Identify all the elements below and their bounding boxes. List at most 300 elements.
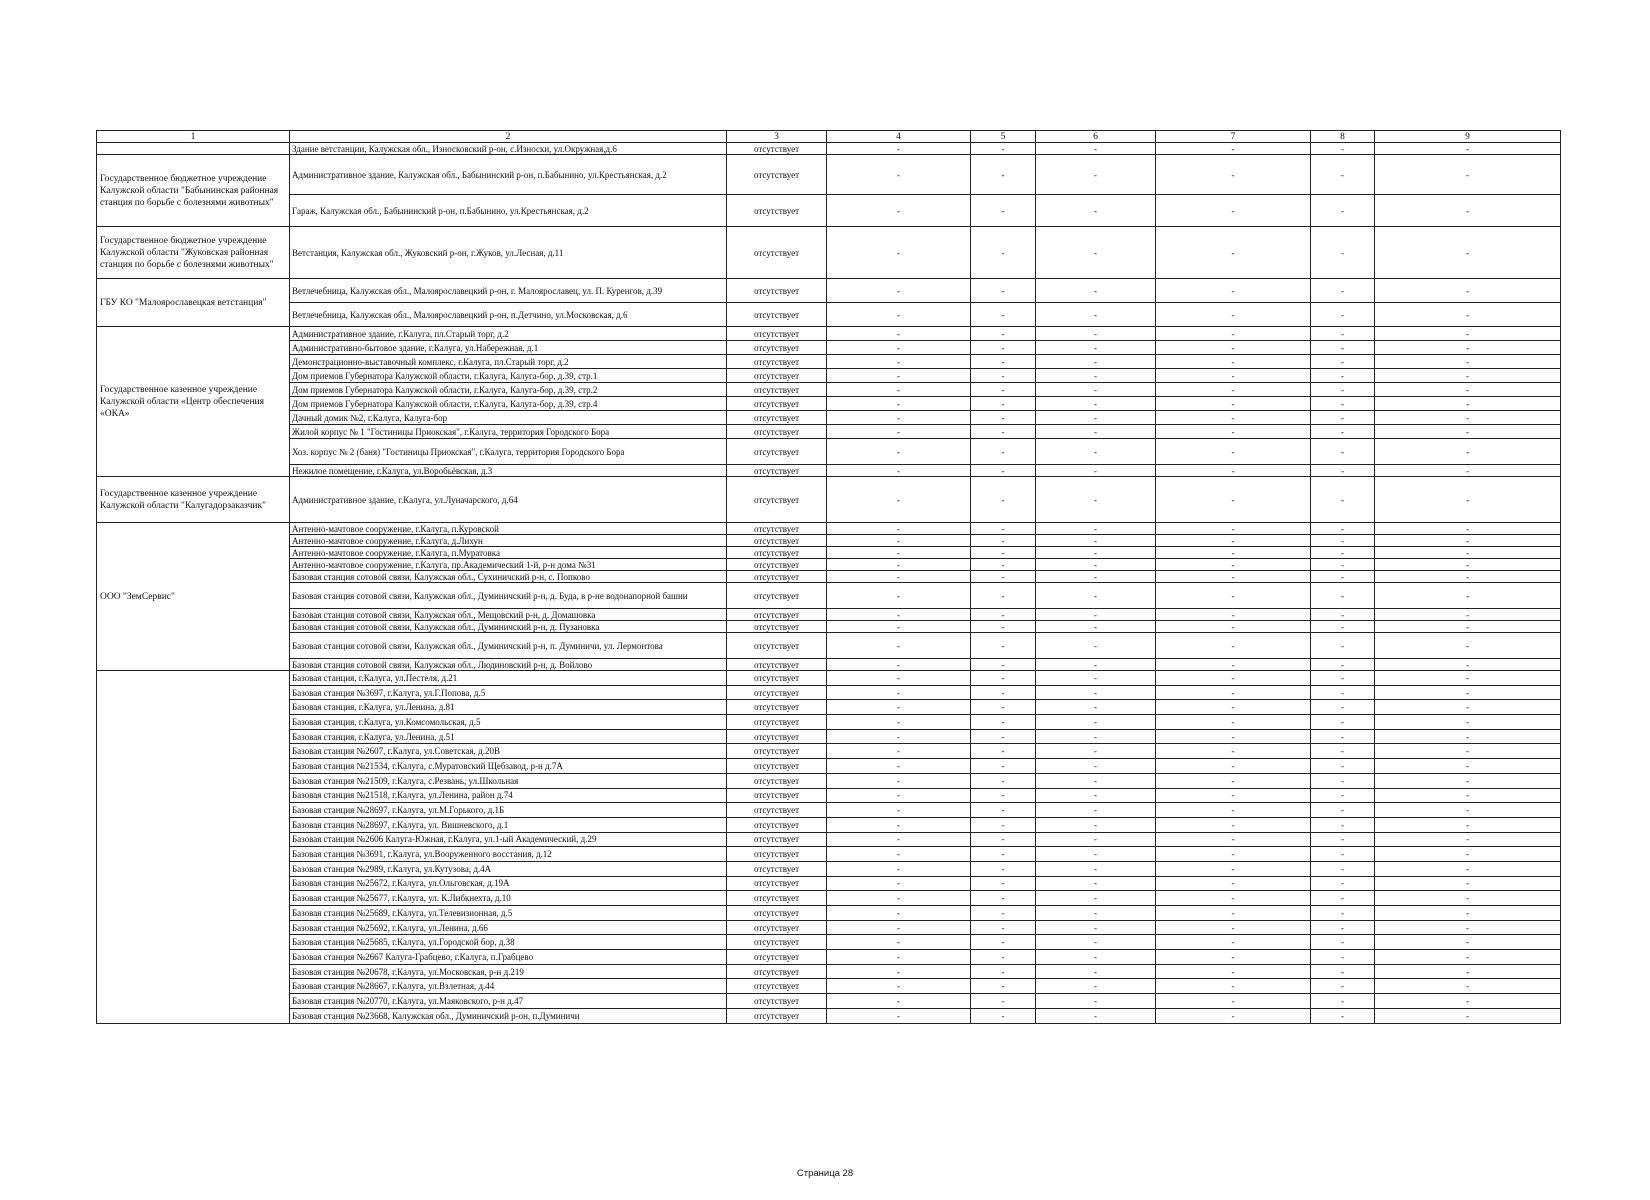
table-row xyxy=(97,559,1561,571)
object-cell: Антенно-мачтовое сооружение, г.Калуга, пр.Академический 1-й, р-н дома №31 xyxy=(290,559,727,571)
status-cell: отсутствует xyxy=(727,876,827,891)
table-row xyxy=(97,195,1561,227)
empty-value-cell: - xyxy=(1375,729,1561,744)
empty-value-cell: - xyxy=(1375,659,1561,671)
status-cell: отсутствует xyxy=(727,227,827,279)
status-cell: отсутствует xyxy=(727,425,827,439)
empty-value-cell: - xyxy=(1375,979,1561,994)
object-cell: Базовая станция №21518, г.Калуга, ул.Ленина, район д.74 xyxy=(290,788,727,803)
empty-value-cell: - xyxy=(1156,817,1311,832)
table-row xyxy=(97,817,1561,832)
empty-value-cell: - xyxy=(1156,671,1311,686)
empty-value-cell: - xyxy=(1156,439,1311,465)
empty-value-cell: - xyxy=(1311,279,1375,303)
object-cell: Антенно-мачтовое сооружение, г.Калуга, д.Лихун xyxy=(290,535,727,547)
empty-value-cell: - xyxy=(1156,920,1311,935)
empty-value-cell: - xyxy=(1036,861,1156,876)
empty-value-cell: - xyxy=(1375,715,1561,730)
table-row xyxy=(97,659,1561,671)
empty-value-cell: - xyxy=(1156,964,1311,979)
status-cell: отсутствует xyxy=(727,621,827,633)
table-row xyxy=(97,425,1561,439)
empty-value-cell: - xyxy=(1375,535,1561,547)
column-header: 4 xyxy=(827,131,971,143)
empty-value-cell: - xyxy=(1311,609,1375,621)
empty-value-cell: - xyxy=(1311,906,1375,921)
status-cell: отсутствует xyxy=(727,773,827,788)
empty-value-cell: - xyxy=(1156,411,1311,425)
empty-value-cell: - xyxy=(827,621,971,633)
empty-value-cell: - xyxy=(1156,609,1311,621)
column-number-row xyxy=(97,131,1561,143)
empty-value-cell: - xyxy=(1311,876,1375,891)
empty-value-cell: - xyxy=(1156,465,1311,477)
empty-value-cell: - xyxy=(1036,195,1156,227)
empty-value-cell: - xyxy=(1156,341,1311,355)
empty-value-cell: - xyxy=(1311,227,1375,279)
status-cell: отсутствует xyxy=(727,583,827,609)
status-cell: отсутствует xyxy=(727,906,827,921)
empty-value-cell: - xyxy=(1036,1008,1156,1023)
empty-value-cell: - xyxy=(1311,744,1375,759)
empty-value-cell: - xyxy=(827,227,971,279)
table-row xyxy=(97,935,1561,950)
empty-value-cell: - xyxy=(1311,659,1375,671)
empty-value-cell: - xyxy=(971,920,1036,935)
empty-value-cell: - xyxy=(827,920,971,935)
empty-value-cell: - xyxy=(1036,659,1156,671)
object-cell: Базовая станция сотовой связи, Калужская обл., Людиновский р-н, д. Войлово xyxy=(290,659,727,671)
object-cell: Базовая станция №28697, г.Калуга, ул. Вишневского, д.1 xyxy=(290,817,727,832)
empty-value-cell: - xyxy=(1375,788,1561,803)
table-row xyxy=(97,861,1561,876)
empty-value-cell: - xyxy=(827,397,971,411)
empty-value-cell: - xyxy=(1375,425,1561,439)
table-row xyxy=(97,397,1561,411)
empty-value-cell: - xyxy=(971,155,1036,195)
empty-value-cell: - xyxy=(971,411,1036,425)
table-row xyxy=(97,759,1561,774)
empty-value-cell: - xyxy=(827,832,971,847)
status-cell: отсутствует xyxy=(727,609,827,621)
empty-value-cell: - xyxy=(971,1008,1036,1023)
empty-value-cell: - xyxy=(827,876,971,891)
empty-value-cell: - xyxy=(1311,920,1375,935)
status-cell: отсутствует xyxy=(727,155,827,195)
empty-value-cell: - xyxy=(1156,759,1311,774)
status-cell: отсутствует xyxy=(727,861,827,876)
empty-value-cell: - xyxy=(1036,935,1156,950)
empty-value-cell: - xyxy=(1311,759,1375,774)
object-cell: Ветлечебница, Калужская обл., Малоярославецкий р-он, п.Детчино, ул.Московская, д.6 xyxy=(290,303,727,327)
organization-cell: Государственное бюджетное учреждение Калужской области "Бабынинская районная станция по борьбе с болезнями животных" xyxy=(97,155,290,227)
object-cell: Базовая станция, г.Калуга, ул.Пестеля, д.21 xyxy=(290,671,727,686)
empty-value-cell: - xyxy=(1036,227,1156,279)
status-cell: отсутствует xyxy=(727,303,827,327)
empty-value-cell: - xyxy=(1311,817,1375,832)
column-header: 5 xyxy=(971,131,1036,143)
object-cell: Базовая станция №2606 Калуга-Южная, г.Калуга, ул.1-ый Академический, д.29 xyxy=(290,832,727,847)
status-cell: отсутствует xyxy=(727,279,827,303)
object-cell: Базовая станция сотовой связи, Калужская обл., Думиничский р-н, п. Думиничи, ул. Лермонтова xyxy=(290,633,727,659)
empty-value-cell: - xyxy=(1311,700,1375,715)
empty-value-cell: - xyxy=(1156,523,1311,535)
empty-value-cell: - xyxy=(971,477,1036,523)
empty-value-cell: - xyxy=(827,425,971,439)
empty-value-cell: - xyxy=(1036,832,1156,847)
status-cell: отсутствует xyxy=(727,729,827,744)
empty-value-cell: - xyxy=(827,355,971,369)
empty-value-cell: - xyxy=(1375,477,1561,523)
organization-cell: ГБУ КО "Малоярославецкая ветстанция" xyxy=(97,279,290,327)
empty-value-cell: - xyxy=(1311,950,1375,965)
empty-value-cell: - xyxy=(1311,773,1375,788)
empty-value-cell: - xyxy=(1156,477,1311,523)
empty-value-cell: - xyxy=(1311,523,1375,535)
object-cell: Дачный домик №2, г.Калуга, Калуга-бор xyxy=(290,411,727,425)
empty-value-cell: - xyxy=(1375,369,1561,383)
empty-value-cell: - xyxy=(827,155,971,195)
registry-table-body xyxy=(97,131,1561,1024)
object-cell: Базовая станция №2607, г.Калуга, ул.Советская, д.20В xyxy=(290,744,727,759)
status-cell: отсутствует xyxy=(727,744,827,759)
empty-value-cell: - xyxy=(1375,227,1561,279)
object-cell: Базовая станция №28697, г.Калуга, ул.М.Горького, д.1Б xyxy=(290,803,727,818)
empty-value-cell: - xyxy=(827,950,971,965)
empty-value-cell: - xyxy=(1375,861,1561,876)
table-row xyxy=(97,327,1561,341)
empty-value-cell: - xyxy=(827,715,971,730)
status-cell: отсутствует xyxy=(727,994,827,1009)
status-cell: отсутствует xyxy=(727,700,827,715)
empty-value-cell: - xyxy=(971,715,1036,730)
status-cell: отсутствует xyxy=(727,891,827,906)
empty-value-cell: - xyxy=(1036,876,1156,891)
table-row xyxy=(97,341,1561,355)
table-row xyxy=(97,700,1561,715)
empty-value-cell: - xyxy=(1156,773,1311,788)
status-cell: отсутствует xyxy=(727,143,827,155)
empty-value-cell: - xyxy=(1036,744,1156,759)
table-row xyxy=(97,729,1561,744)
empty-value-cell: - xyxy=(1036,369,1156,383)
empty-value-cell: - xyxy=(827,369,971,383)
object-cell: Базовая станция №20770, г.Калуга, ул.Маяковского, р-н д.47 xyxy=(290,994,727,1009)
empty-value-cell: - xyxy=(1156,621,1311,633)
empty-value-cell: - xyxy=(1375,1008,1561,1023)
empty-value-cell: - xyxy=(1375,559,1561,571)
object-cell: Базовая станция №25677, г.Калуга, ул. К.Либкнехта, д.10 xyxy=(290,891,727,906)
table-row xyxy=(97,633,1561,659)
column-header: 8 xyxy=(1311,131,1375,143)
status-cell: отсутствует xyxy=(727,547,827,559)
empty-value-cell: - xyxy=(1311,143,1375,155)
table-row xyxy=(97,369,1561,383)
empty-value-cell: - xyxy=(827,817,971,832)
status-cell: отсутствует xyxy=(727,1008,827,1023)
table-row xyxy=(97,571,1561,583)
empty-value-cell: - xyxy=(827,861,971,876)
empty-value-cell: - xyxy=(827,906,971,921)
object-cell: Базовая станция №20678, г.Калуга, ул.Московская, р-н д.219 xyxy=(290,964,727,979)
empty-value-cell: - xyxy=(1311,547,1375,559)
empty-value-cell: - xyxy=(1156,715,1311,730)
empty-value-cell: - xyxy=(971,397,1036,411)
status-cell: отсутствует xyxy=(727,847,827,862)
empty-value-cell: - xyxy=(1036,964,1156,979)
organization-cell: ООО "ЗемСервис" xyxy=(97,523,290,671)
empty-value-cell: - xyxy=(827,411,971,425)
table-row xyxy=(97,847,1561,862)
empty-value-cell: - xyxy=(1036,671,1156,686)
empty-value-cell: - xyxy=(1036,355,1156,369)
empty-value-cell: - xyxy=(971,994,1036,1009)
table-row xyxy=(97,155,1561,195)
empty-value-cell: - xyxy=(971,700,1036,715)
empty-value-cell: - xyxy=(1036,571,1156,583)
empty-value-cell: - xyxy=(1156,979,1311,994)
empty-value-cell: - xyxy=(1156,303,1311,327)
empty-value-cell: - xyxy=(1375,876,1561,891)
table-row xyxy=(97,876,1561,891)
column-header: 9 xyxy=(1375,131,1561,143)
table-row xyxy=(97,1008,1561,1023)
object-cell: Здание ветстанции, Калужская обл., Износковский р-он, с.Износки, ул.Окружная,д.6 xyxy=(290,143,727,155)
empty-value-cell: - xyxy=(1311,994,1375,1009)
empty-value-cell: - xyxy=(1311,832,1375,847)
empty-value-cell: - xyxy=(1156,861,1311,876)
empty-value-cell: - xyxy=(827,891,971,906)
status-cell: отсутствует xyxy=(727,355,827,369)
empty-value-cell: - xyxy=(827,303,971,327)
empty-value-cell: - xyxy=(1375,383,1561,397)
object-cell: Нежилое помещение, г.Калуга, ул.Воробьёвская, д.3 xyxy=(290,465,727,477)
status-cell: отсутствует xyxy=(727,477,827,523)
empty-value-cell: - xyxy=(1311,411,1375,425)
table-row xyxy=(97,583,1561,609)
empty-value-cell: - xyxy=(1311,979,1375,994)
empty-value-cell: - xyxy=(827,744,971,759)
empty-value-cell: - xyxy=(971,633,1036,659)
empty-value-cell: - xyxy=(971,950,1036,965)
empty-value-cell: - xyxy=(827,195,971,227)
empty-value-cell: - xyxy=(1156,547,1311,559)
empty-value-cell: - xyxy=(827,788,971,803)
table-row xyxy=(97,439,1561,465)
empty-value-cell: - xyxy=(827,759,971,774)
empty-value-cell: - xyxy=(1156,847,1311,862)
empty-value-cell: - xyxy=(1311,571,1375,583)
table-row xyxy=(97,547,1561,559)
empty-value-cell: - xyxy=(971,195,1036,227)
status-cell: отсутствует xyxy=(727,685,827,700)
status-cell: отсутствует xyxy=(727,411,827,425)
empty-value-cell: - xyxy=(1036,633,1156,659)
empty-value-cell: - xyxy=(1036,759,1156,774)
empty-value-cell: - xyxy=(1156,355,1311,369)
empty-value-cell: - xyxy=(1156,832,1311,847)
empty-value-cell: - xyxy=(827,559,971,571)
table-row xyxy=(97,950,1561,965)
table-row xyxy=(97,979,1561,994)
status-cell: отсутствует xyxy=(727,341,827,355)
empty-value-cell: - xyxy=(827,465,971,477)
empty-value-cell: - xyxy=(971,327,1036,341)
empty-value-cell: - xyxy=(971,876,1036,891)
empty-value-cell: - xyxy=(1156,279,1311,303)
empty-value-cell: - xyxy=(971,744,1036,759)
object-cell: Базовая станция сотовой связи, Калужская обл., Думиничский р-н, д. Пузановка xyxy=(290,621,727,633)
table-row xyxy=(97,477,1561,523)
empty-value-cell: - xyxy=(971,847,1036,862)
column-header: 2 xyxy=(290,131,727,143)
empty-value-cell: - xyxy=(971,788,1036,803)
empty-value-cell: - xyxy=(1036,788,1156,803)
object-cell: Базовая станция сотовой связи, Калужская обл., Сухиничский р-н, с. Попково xyxy=(290,571,727,583)
empty-value-cell: - xyxy=(1036,920,1156,935)
status-cell: отсутствует xyxy=(727,535,827,547)
object-cell: Ветлечебница, Калужская обл., Малоярославецкий р-он, г. Малоярославец, ул. П. Куренгов, д.39 xyxy=(290,279,727,303)
table-row xyxy=(97,773,1561,788)
empty-value-cell: - xyxy=(1311,788,1375,803)
empty-value-cell: - xyxy=(1036,327,1156,341)
empty-value-cell: - xyxy=(1036,439,1156,465)
empty-value-cell: - xyxy=(827,700,971,715)
empty-value-cell: - xyxy=(827,847,971,862)
empty-value-cell: - xyxy=(971,935,1036,950)
empty-value-cell: - xyxy=(971,671,1036,686)
empty-value-cell: - xyxy=(1311,729,1375,744)
registry-table xyxy=(96,130,1561,1024)
empty-value-cell: - xyxy=(827,685,971,700)
empty-value-cell: - xyxy=(1311,425,1375,439)
status-cell: отсутствует xyxy=(727,559,827,571)
empty-value-cell: - xyxy=(971,803,1036,818)
empty-value-cell: - xyxy=(827,659,971,671)
object-cell: Административное здание, г.Калуга, ул.Луначарского, д.64 xyxy=(290,477,727,523)
column-header: 1 xyxy=(97,131,290,143)
object-cell: Хоз. корпус № 2 (баня) "Гостиницы Приокская", г.Калуга, территория Городского Бора xyxy=(290,439,727,465)
status-cell: отсутствует xyxy=(727,195,827,227)
empty-value-cell: - xyxy=(1156,583,1311,609)
empty-value-cell: - xyxy=(1375,583,1561,609)
object-cell: Базовая станция №3691, г.Калуга, ул.Вооруженного восстания, д.12 xyxy=(290,847,727,862)
empty-value-cell: - xyxy=(827,279,971,303)
empty-value-cell: - xyxy=(1036,523,1156,535)
empty-value-cell: - xyxy=(1375,759,1561,774)
empty-value-cell: - xyxy=(1156,994,1311,1009)
object-cell: Базовая станция, г.Калуга, ул.Ленина, д.81 xyxy=(290,700,727,715)
empty-value-cell: - xyxy=(1375,143,1561,155)
empty-value-cell: - xyxy=(1156,383,1311,397)
empty-value-cell: - xyxy=(971,906,1036,921)
empty-value-cell: - xyxy=(971,832,1036,847)
empty-value-cell: - xyxy=(827,979,971,994)
empty-value-cell: - xyxy=(971,979,1036,994)
empty-value-cell: - xyxy=(971,227,1036,279)
status-cell: отсутствует xyxy=(727,383,827,397)
empty-value-cell: - xyxy=(1036,979,1156,994)
empty-value-cell: - xyxy=(971,535,1036,547)
empty-value-cell: - xyxy=(1311,439,1375,465)
object-cell: Базовая станция №2667 Калуга-Грабцево, г.Калуга, п.Грабцево xyxy=(290,950,727,965)
object-cell: Базовая станция №21509, г.Калуга, с.Резвань, ул.Школьная xyxy=(290,773,727,788)
empty-value-cell: - xyxy=(1156,195,1311,227)
column-header: 7 xyxy=(1156,131,1311,143)
empty-value-cell: - xyxy=(827,341,971,355)
empty-value-cell: - xyxy=(1375,744,1561,759)
status-cell: отсутствует xyxy=(727,327,827,341)
table-row xyxy=(97,383,1561,397)
empty-value-cell: - xyxy=(971,659,1036,671)
empty-value-cell: - xyxy=(1036,535,1156,547)
object-cell: Административное здание, г.Калуга, пл.Старый торг, д.2 xyxy=(290,327,727,341)
empty-value-cell: - xyxy=(1156,744,1311,759)
column-header: 3 xyxy=(727,131,827,143)
empty-value-cell: - xyxy=(1311,535,1375,547)
empty-value-cell: - xyxy=(1311,303,1375,327)
empty-value-cell: - xyxy=(1311,195,1375,227)
empty-value-cell: - xyxy=(1036,559,1156,571)
empty-value-cell: - xyxy=(1156,369,1311,383)
empty-value-cell: - xyxy=(827,729,971,744)
object-cell: Базовая станция сотовой связи, Калужская обл., Мещовский р-н, д. Домашовка xyxy=(290,609,727,621)
empty-value-cell: - xyxy=(1311,583,1375,609)
empty-value-cell: - xyxy=(1375,547,1561,559)
empty-value-cell: - xyxy=(827,327,971,341)
empty-value-cell: - xyxy=(1375,465,1561,477)
object-cell: Антенно-мачтовое сооружение, г.Калуга, п.Куровской xyxy=(290,523,727,535)
empty-value-cell: - xyxy=(1036,155,1156,195)
empty-value-cell: - xyxy=(1156,143,1311,155)
empty-value-cell: - xyxy=(1375,832,1561,847)
empty-value-cell: - xyxy=(1311,383,1375,397)
table-row xyxy=(97,411,1561,425)
empty-value-cell: - xyxy=(971,383,1036,397)
status-cell: отсутствует xyxy=(727,979,827,994)
object-cell: Базовая станция сотовой связи, Калужская обл., Думиничский р-н, д. Буда, в р-не водонапорной башни xyxy=(290,583,727,609)
empty-value-cell: - xyxy=(1036,803,1156,818)
table-row xyxy=(97,303,1561,327)
empty-value-cell: - xyxy=(1036,383,1156,397)
empty-value-cell: - xyxy=(971,143,1036,155)
status-cell: отсутствует xyxy=(727,465,827,477)
empty-value-cell: - xyxy=(1156,891,1311,906)
empty-value-cell: - xyxy=(827,671,971,686)
empty-value-cell: - xyxy=(971,729,1036,744)
empty-value-cell: - xyxy=(1036,609,1156,621)
empty-value-cell: - xyxy=(827,477,971,523)
table-row xyxy=(97,920,1561,935)
organization-cell: Государственное бюджетное учреждение Калужской области "Жуковская районная станция по борьбе с болезнями животных" xyxy=(97,227,290,279)
empty-value-cell: - xyxy=(1036,397,1156,411)
empty-value-cell: - xyxy=(971,571,1036,583)
empty-value-cell: - xyxy=(1036,477,1156,523)
empty-value-cell: - xyxy=(1036,303,1156,327)
object-cell: Жилой корпус № 1 "Гостиницы Приокская", г.Калуга, территория Городского Бора xyxy=(290,425,727,439)
empty-value-cell: - xyxy=(971,773,1036,788)
empty-value-cell: - xyxy=(1311,341,1375,355)
empty-value-cell: - xyxy=(971,621,1036,633)
table-row xyxy=(97,685,1561,700)
status-cell: отсутствует xyxy=(727,832,827,847)
empty-value-cell: - xyxy=(1375,964,1561,979)
table-row xyxy=(97,788,1561,803)
empty-value-cell: - xyxy=(1311,355,1375,369)
empty-value-cell: - xyxy=(971,559,1036,571)
empty-value-cell: - xyxy=(827,633,971,659)
empty-value-cell: - xyxy=(1036,715,1156,730)
